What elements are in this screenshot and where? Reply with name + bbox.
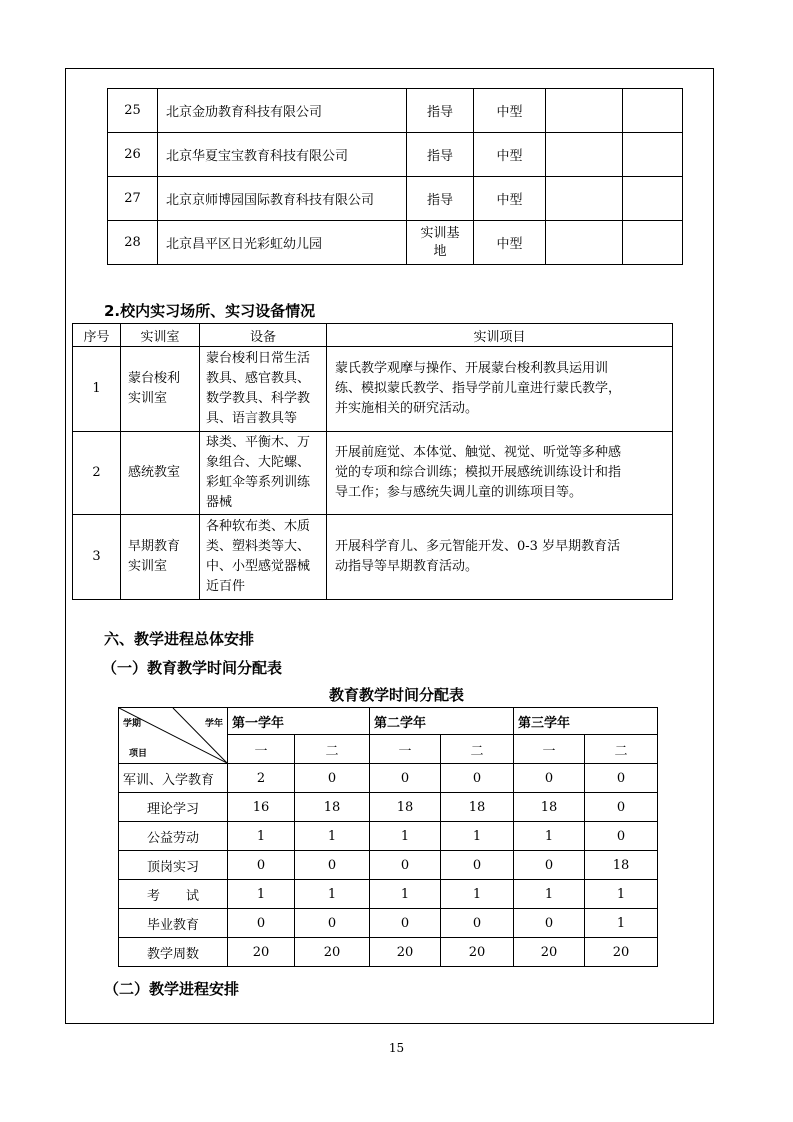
value-cell: 0	[514, 851, 585, 880]
year-header: 第二学年	[370, 708, 514, 735]
room-name	[121, 515, 200, 600]
section-heading: 2.校内实习场所、实习设备情况	[104, 302, 316, 320]
value-cell: 0	[295, 764, 370, 793]
year-header: 第三学年	[514, 708, 658, 735]
corner-cell	[119, 708, 228, 764]
facility-table	[72, 323, 673, 600]
column-header: 序号	[73, 324, 121, 347]
value-cell: 0	[585, 764, 658, 793]
partner-kind: 指导	[407, 177, 474, 221]
training-project	[327, 347, 673, 432]
project-line: 并实施相关的研究活动。	[335, 401, 479, 416]
table-row	[119, 764, 658, 793]
equipment-line: 具、语言教具等	[206, 411, 298, 426]
row-label: 考 试	[119, 880, 228, 909]
table-row	[108, 221, 683, 265]
room-name-line: 蒙台梭利	[128, 371, 181, 386]
column-header: 实训室	[121, 324, 200, 347]
row-label: 军训、入学教育	[119, 764, 228, 793]
value-cell: 20	[295, 938, 370, 967]
value-cell: 0	[585, 793, 658, 822]
training-project	[327, 515, 673, 600]
row-index: 1	[73, 347, 121, 432]
room-name-line: 实训室	[128, 559, 168, 574]
value-cell: 0	[441, 764, 514, 793]
equipment-line: 彩虹伞等系列训练	[206, 475, 311, 490]
semester-header: 二	[585, 735, 658, 764]
partner-size: 中型	[474, 221, 546, 265]
value-cell: 0	[295, 909, 370, 938]
partner-name: 北京京师博园国际教育科技有限公司	[158, 177, 407, 221]
value-cell: 1	[370, 822, 441, 851]
empty-cell	[623, 221, 683, 265]
value-cell: 20	[514, 938, 585, 967]
value-cell: 1	[441, 822, 514, 851]
partner-kind: 指导	[407, 133, 474, 177]
value-cell: 0	[228, 909, 295, 938]
project-line: 导工作；参与感统失调儿童的训练项目等。	[335, 485, 583, 500]
value-cell: 18	[514, 793, 585, 822]
value-cell: 0	[370, 909, 441, 938]
equipment-line: 教具、感官教具、	[206, 371, 311, 386]
row-index: 28	[108, 221, 158, 265]
project-line: 开展科学育儿、多元智能开发、0-3 岁早期教育活	[335, 539, 621, 554]
partner-kind	[407, 221, 474, 265]
row-label: 教学周数	[119, 938, 228, 967]
semester-header: 一	[514, 735, 585, 764]
value-cell: 0	[228, 851, 295, 880]
value-cell: 0	[370, 764, 441, 793]
subsection-heading: （一）教育教学时间分配表	[102, 659, 283, 677]
value-cell: 18	[441, 793, 514, 822]
value-cell: 0	[514, 909, 585, 938]
semester-header: 二	[295, 735, 370, 764]
project-line: 练、模拟蒙氏教学、指导学前儿童进行蒙氏教学，	[335, 381, 622, 396]
page-number: 15	[388, 1041, 405, 1055]
value-cell: 2	[228, 764, 295, 793]
table-row	[108, 177, 683, 221]
time-allocation-table	[118, 707, 658, 967]
room-name-line: 早期教育	[128, 539, 181, 554]
value-cell: 1	[585, 909, 658, 938]
empty-cell	[623, 133, 683, 177]
row-label: 毕业教育	[119, 909, 228, 938]
value-cell: 18	[585, 851, 658, 880]
value-cell: 0	[441, 851, 514, 880]
equipment-line: 球类、平衡木、万	[206, 435, 311, 450]
equipment-line: 近百件	[206, 579, 246, 594]
training-project	[327, 432, 673, 515]
project-line: 动指导等早期教育活动。	[335, 559, 479, 574]
table-row	[108, 133, 683, 177]
table-row	[108, 89, 683, 133]
table-row	[73, 347, 673, 432]
value-cell: 20	[370, 938, 441, 967]
empty-cell	[546, 89, 623, 133]
room-name-line: 实训室	[128, 391, 168, 406]
project-line: 蒙氏教学观摩与操作、开展蒙台梭利教具运用训	[335, 361, 609, 376]
empty-cell	[546, 177, 623, 221]
table-header-row	[119, 708, 658, 735]
value-cell: 0	[514, 764, 585, 793]
table-row	[119, 793, 658, 822]
row-index: 25	[108, 89, 158, 133]
equipment	[200, 347, 327, 432]
room-name	[121, 432, 200, 515]
table-row	[73, 515, 673, 600]
value-cell: 18	[370, 793, 441, 822]
row-label: 理论学习	[119, 793, 228, 822]
value-cell: 20	[228, 938, 295, 967]
table-row	[119, 938, 658, 967]
row-index: 27	[108, 177, 158, 221]
value-cell: 0	[585, 822, 658, 851]
semester-header: 一	[228, 735, 295, 764]
corner-label-item: 项目	[129, 749, 148, 759]
subsection-heading: （二）教学进程安排	[104, 980, 240, 998]
column-header: 实训项目	[327, 324, 673, 347]
value-cell: 1	[585, 880, 658, 909]
row-label: 公益劳动	[119, 822, 228, 851]
row-index: 26	[108, 133, 158, 177]
row-label: 顶岗实习	[119, 851, 228, 880]
table-row	[119, 851, 658, 880]
partner-kind-line: 实训基	[420, 225, 460, 241]
value-cell: 20	[585, 938, 658, 967]
partner-name: 北京华夏宝宝教育科技有限公司	[158, 133, 407, 177]
empty-cell	[623, 177, 683, 221]
project-line: 觉的专项和综合训练；模拟开展感统训练设计和指	[335, 465, 622, 480]
equipment-line: 各种软布类、木质	[206, 519, 311, 534]
empty-cell	[623, 89, 683, 133]
semester-header: 一	[370, 735, 441, 764]
equipment	[200, 515, 327, 600]
value-cell: 0	[370, 851, 441, 880]
project-line: 开展前庭觉、本体觉、触觉、视觉、听觉等多种感	[335, 445, 622, 460]
equipment	[200, 432, 327, 515]
table-title: 教育教学时间分配表	[328, 686, 464, 704]
equipment-line: 蒙台梭利日常生活	[206, 351, 311, 366]
value-cell: 0	[441, 909, 514, 938]
partner-name: 北京昌平区日光彩虹幼儿园	[158, 221, 407, 265]
row-index: 2	[73, 432, 121, 515]
corner-label-year: 学年	[204, 719, 223, 729]
value-cell: 0	[295, 851, 370, 880]
year-header: 第一学年	[228, 708, 370, 735]
room-name	[121, 347, 200, 432]
value-cell: 1	[514, 822, 585, 851]
equipment-line: 中、小型感觉器械	[206, 559, 311, 574]
table-header-row	[73, 324, 673, 347]
equipment-line: 数学教具、科学教	[206, 391, 311, 406]
table-row	[119, 822, 658, 851]
partner-table	[107, 88, 683, 265]
equipment-line: 器械	[206, 495, 233, 510]
value-cell: 1	[228, 880, 295, 909]
value-cell: 18	[295, 793, 370, 822]
partner-kind: 指导	[407, 89, 474, 133]
value-cell: 1	[228, 822, 295, 851]
partner-size: 中型	[474, 133, 546, 177]
value-cell: 1	[514, 880, 585, 909]
partner-size: 中型	[474, 177, 546, 221]
partner-name: 北京金劢教育科技有限公司	[158, 89, 407, 133]
column-header: 设备	[200, 324, 327, 347]
equipment-line: 类、塑料类等大、	[206, 539, 311, 554]
empty-cell	[546, 133, 623, 177]
value-cell: 1	[295, 880, 370, 909]
empty-cell	[546, 221, 623, 265]
table-row	[73, 432, 673, 515]
value-cell: 1	[441, 880, 514, 909]
value-cell: 20	[441, 938, 514, 967]
table-row	[119, 880, 658, 909]
table-row	[119, 909, 658, 938]
value-cell: 1	[370, 880, 441, 909]
room-name-line: 感统教室	[128, 465, 181, 480]
semester-header: 二	[441, 735, 514, 764]
partner-size: 中型	[474, 89, 546, 133]
section-heading: 六、教学进程总体安排	[104, 630, 255, 648]
partner-kind-line: 地	[433, 243, 447, 259]
corner-label-semester: 学期	[123, 719, 142, 729]
value-cell: 16	[228, 793, 295, 822]
equipment-line: 象组合、大陀螺、	[206, 455, 311, 470]
value-cell: 1	[295, 822, 370, 851]
row-index: 3	[73, 515, 121, 600]
